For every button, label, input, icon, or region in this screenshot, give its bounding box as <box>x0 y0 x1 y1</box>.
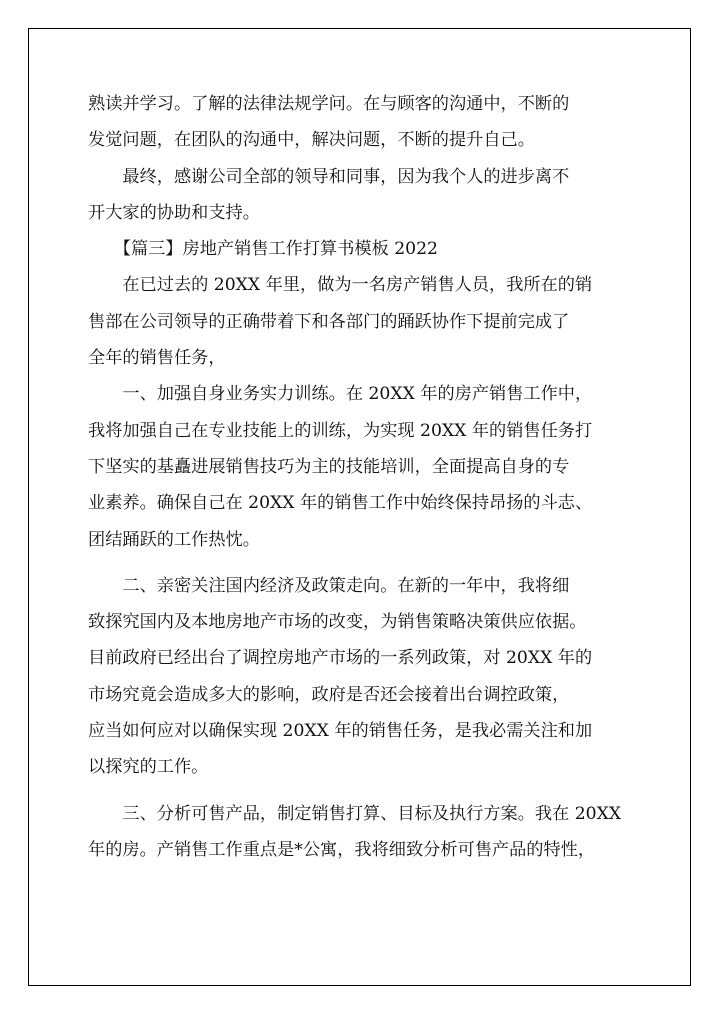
text-line: 全年的销售任务， <box>88 348 226 369</box>
text-line: 发觉问题，在团队的沟通中，解决问题，不断的提升自己。 <box>88 130 535 151</box>
text-line: 我将加强自己在专业技能上的训练，为实现 20XX 年的销售任务打 <box>88 420 593 441</box>
text-line: 二、亲密关注国内经济及政策走向。在新的一年中，我将细 <box>88 575 570 596</box>
paragraph <box>88 86 636 159</box>
text-line: 最终，感谢公司全部的领导和同事，因为我个人的进步离不 <box>88 166 570 187</box>
text-line: 目前政府已经出台了调控房地产市场的一系列政策，对 20XX 年的 <box>88 648 593 669</box>
text-line: 一、加强自身业务实力训练。在 20XX 年的房产销售工作中， <box>88 384 593 405</box>
text-line: 年的房。产销售工作重点是*公寓，我将细致分析可售产品的特性， <box>88 839 596 860</box>
text-line: 三、分析可售产品，制定销售打算、目标及执行方案。我在 20XX <box>88 803 622 824</box>
paragraph <box>88 568 636 786</box>
text-line: 致探究国内及本地房地产市场的改变，为销售策略决策供应依据。 <box>88 612 587 633</box>
paragraph <box>88 267 636 376</box>
paragraph <box>88 159 636 232</box>
text-line: 以探究的工作。 <box>88 757 209 778</box>
text-line: 市场究竟会造成多大的影响，政府是否还会接着出台调控政策， <box>88 684 570 705</box>
paragraph <box>88 376 636 557</box>
text-line: 在已过去的 20XX 年里，做为一名房产销售人员，我所在的销 <box>88 275 593 296</box>
paragraph <box>88 796 636 869</box>
text-line: 熟读并学习。了解的法律法规学问。在与顾客的沟通中，不断的 <box>88 94 570 114</box>
text-line: 业素养。确保自己在 20XX 年的销售工作中始终保持昂扬的斗志、 <box>88 493 593 514</box>
document-body <box>88 86 636 868</box>
text-line: 售部在公司领导的正确带着下和各部门的踊跃协作下提前完成了 <box>88 311 570 332</box>
section-heading <box>88 231 636 267</box>
text-line: 团结踊跃的工作热忱。 <box>88 529 260 550</box>
text-line: 开大家的协助和支持。 <box>88 202 260 223</box>
text-line: 应当如何应对以确保实现 20XX 年的销售任务，是我必需关注和加 <box>88 721 593 742</box>
text-line: 下坚实的基矗进展销售技巧为主的技能培训，全面提高自身的专 <box>88 456 570 477</box>
text-line: 【篇三】房地产销售工作打算书模板 2022 <box>88 239 438 260</box>
